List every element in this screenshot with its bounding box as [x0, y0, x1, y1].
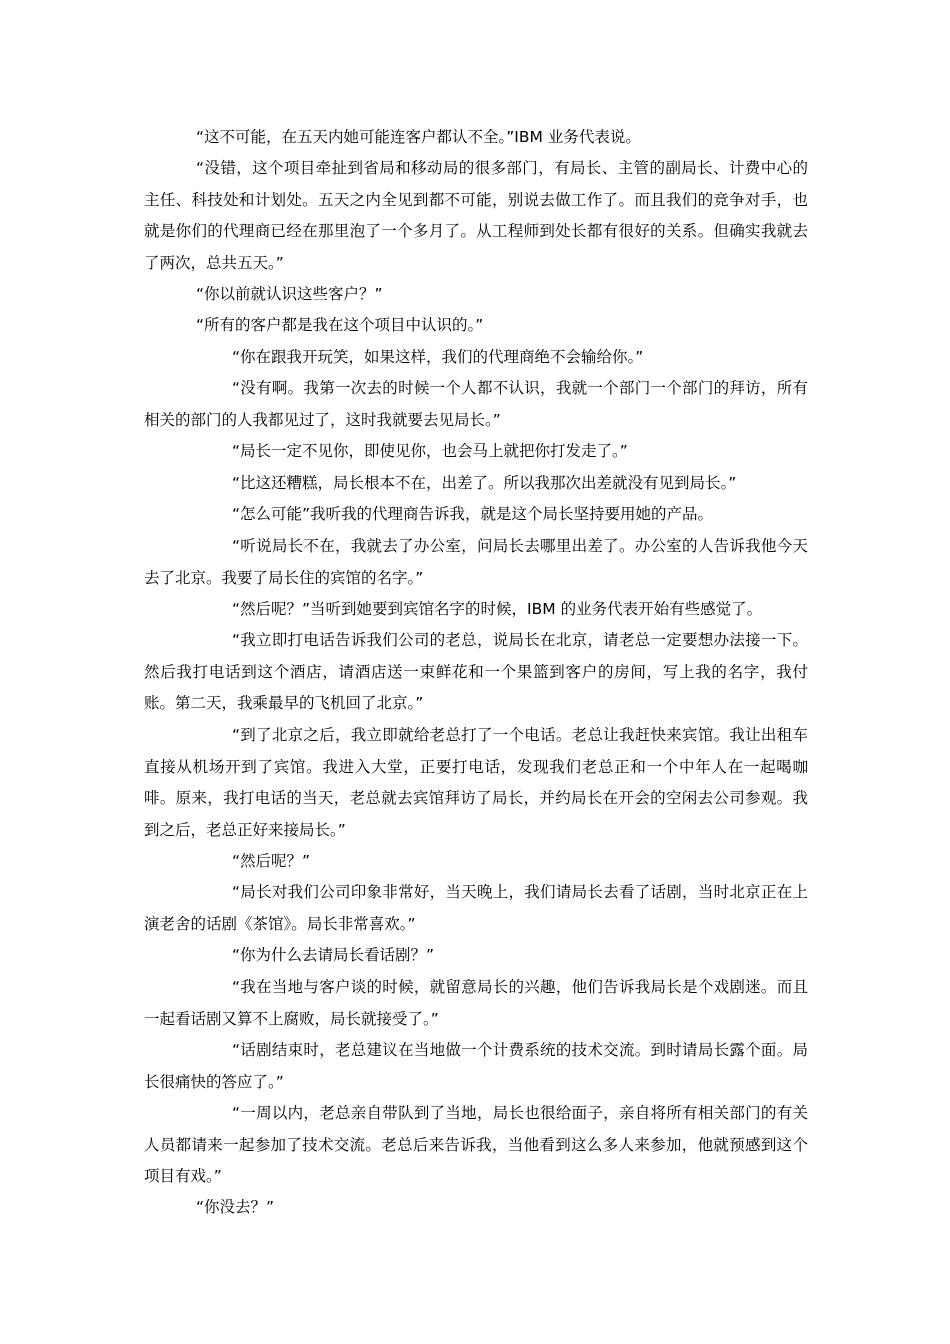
paragraph: “你在跟我开玩笑，如果这样，我们的代理商绝不会输给你。”	[232, 348, 644, 366]
paragraph: “比这还糟糕，局长根本不在，出差了。所以我那次出差就没有见到局长。”	[232, 474, 737, 492]
paragraph: “我在当地与客户谈的时候，就留意局长的兴趣，他们告诉我局长是个戏剧迷。而且一起看话剧又算不上腐败，局长就接受了。”	[144, 978, 808, 1028]
paragraph: “没错，这个项目牵扯到省局和移动局的很多部门，有局长、主管的副局长、计费中心的主任、科技处和计划处。五天之内全见到都不可能，别说去做工作了。而且我们的竞争对手，也就是你们的代理商已经在那里泡了一个多月了。从工程师到处长都有很好的关系。但确实我就去了两次，总共五天。”	[144, 159, 808, 272]
paragraph: “没有啊。我第一次去的时候一个人都不认识，我就一个部门一个部门的拜访，所有相关的部门的人我都见过了，这时我就要去见局长。”	[144, 379, 808, 429]
paragraph: “然后呢？”	[232, 852, 311, 870]
paragraph: “一周以内，老总亲自带队到了当地，局长也很给面子，亲自将所有相关部门的有关人员都请来一起参加了技术交流。老总后来告诉我，当他看到这么多人来参加，他就预感到这个项目有戏。”	[144, 1104, 808, 1185]
paragraph: “到了北京之后，我立即就给老总打了一个电话。老总让我赶快来宾馆。我让出租车直接从机场开到了宾馆。我进入大堂，正要打电话，发现我们老总正和一个中年人在一起喝咖啡。原来，我打电话的当天，老总就去宾馆拜访了局长，并约局长在开会的空闲去公司参观。我到之后，老总正好来接局长。”	[144, 726, 808, 839]
paragraph: “局长对我们公司印象非常好，当天晚上，我们请局长去看了话剧，当时北京正在上演老舍的话剧《茶馆》。局长非常喜欢。”	[144, 883, 808, 933]
paragraph: “然后呢？”当听到她要到宾馆名字的时候，IBM 的业务代表开始有些感觉了。	[232, 600, 763, 618]
paragraph: “我立即打电话告诉我们公司的老总，说局长在北京，请老总一定要想办法接一下。然后我打电话到这个酒店，请酒店送一束鲜花和一个果篮到客户的房间，写上我的名字，我付账。第二天，我乘最早的飞机回了北京。”	[144, 631, 808, 712]
paragraph: “局长一定不见你，即使见你，也会马上就把你打发走了。”	[232, 442, 628, 460]
paragraph: “怎么可能”我听我的代理商告诉我，就是这个局长坚持要用她的产品。	[232, 505, 714, 523]
paragraph: “这不可能，在五天内她可能连客户都认不全。”IBM 业务代表说。	[196, 128, 641, 146]
paragraph: “你没去？”	[196, 1198, 275, 1216]
paragraph: “话剧结束时，老总建议在当地做一个计费系统的技术交流。到时请局长露个面。局长很痛快的答应了。”	[144, 1041, 808, 1091]
paragraph: “所有的客户都是我在这个项目中认识的。”	[196, 316, 484, 334]
paragraph: “你以前就认识这些客户？”	[196, 285, 383, 303]
paragraph: “听说局长不在，我就去了办公室，问局长去哪里出差了。办公室的人告诉我他今天去了北京。我要了局长住的宾馆的名字。”	[144, 537, 808, 587]
paragraph: “你为什么去请局长看话剧？”	[232, 946, 435, 964]
